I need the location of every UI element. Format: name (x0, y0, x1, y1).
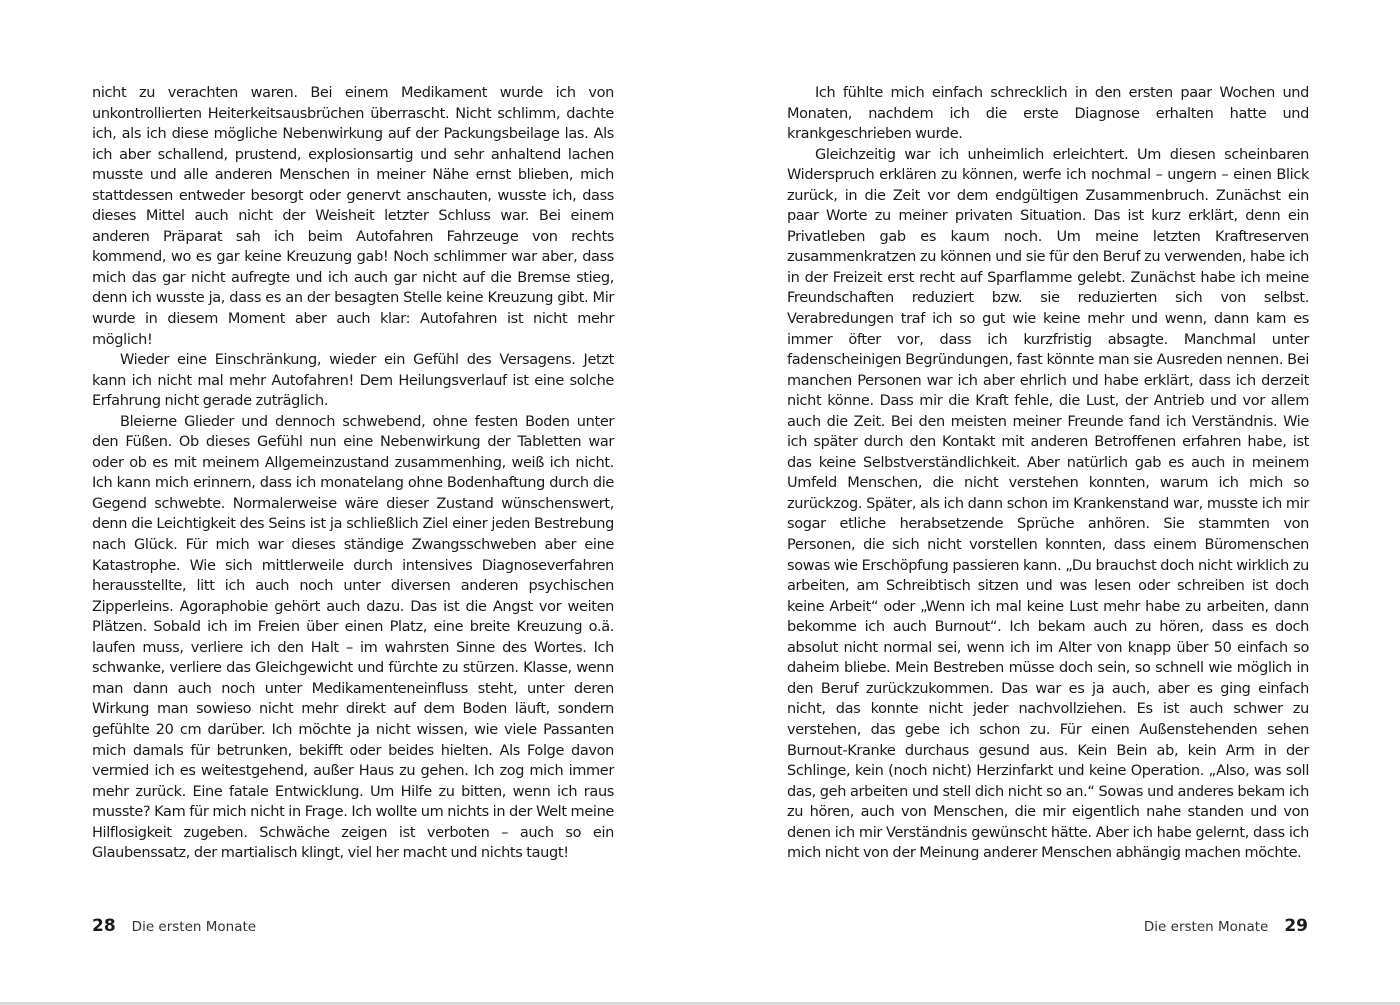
paragraph: nicht zu verachten waren. Bei einem Medikament wurde ich von unkontrollierten Heiterkeitsausbrüchen überrascht. Nicht schlimm, dachte ich, als ich diese mögliche Nebenwirkung auf der Packungsbeilage las. Als ich aber schallend, prustend, explosionsartig und sehr anhaltend lachen musste und alle anderen Menschen in meiner Nähe ernst blieben, mich stattdessen entweder besorgt oder genervt anschauten, wusste ich, dass dieses Mittel auch nicht der Weisheit letzter Schluss war. Bei einem anderen Präparat sah ich beim Autofahren Fahrzeuge von rechts kommend, wo es gar keine Kreuzung gab! Noch schlimmer war aber, dass mich das gar nicht aufregte und ich auch gar nicht auf die Bremse stieg, denn ich wusste ja, dass es an der besagten Stelle keine Kreuzung gibt. Mir wurde in diesem Moment aber auch klar: Autofahren ist nicht mehr möglich! (92, 85, 614, 348)
right-page (787, 83, 1309, 864)
left-page (92, 83, 614, 864)
running-head: Die ersten Monate (1143, 919, 1269, 935)
paragraph: Gleichzeitig war ich unheimlich erleichtert. Um diesen scheinbaren Widerspruch erklären zu können, werfe ich nochmal – ungern – einen Blick zurück, in die Zeit vor dem endgültigen Zusammenbruch. Zunächst ein paar Worte zu meiner privaten Situation. Das ist kurz erklärt, denn ein Privatleben gab es kaum noch. Um meine letzten Kraftreserven zusammenkratzen zu können und sie für den Beruf zu verwenden, habe ich in der Freizeit erst recht auf Sparflamme gelebt. Zunächst habe ich meine Freundschaften reduziert bzw. sie reduzierten sich von selbst. Verabredungen traf ich so gut wie keine mehr und wenn, dann kam es immer öfter vor, dass ich kurzfristig absagte. Manchmal unter fadenscheinigen Begründungen, fast könnte man sie Ausreden nennen. Bei manchen Personen war ich aber ehrlich und habe erklärt, dass ich derzeit nicht könne. Dass mir die Kraft fehle, die Lust, der Antrieb und vor allem auch die Zeit. Bei den meisten meiner Freunde fand ich Verständnis. Wie ich später durch den Kontakt mit anderen Betroffenen erfahren habe, ist das keine Selbstverständlichkeit. Aber natürlich gab es auch in meinem Umfeld Menschen, die nicht verstehen konnten, warum ich mich so zurückzog. Später, als ich dann schon im Krankenstand war, musste ich mir sogar etliche herabsetzende Sprüche anhören. Sie stammten von Personen, die sich nicht vorstellen konnten, dass einem Büromenschen sowas wie Erschöpfung passieren kann. „Du brauchst doch nicht wirklich zu arbeiten, am Schreibtisch sitzen und was lesen oder schreiben ist doch keine Arbeit“ oder „Wenn ich mal keine Lust mehr habe zu arbeiten, dann bekomme ich auch Burnout“. Ich bekam auch zu hören, dass es doch absolut nicht normal sei, wenn ich im Alter von knapp über 50 einfach so daheim bliebe. Mein Bestreben müsse doch sein, so schnell wie möglich in den Beruf zurückzukommen. Das war es ja auch, aber es ging einfach nicht, das konnte nicht jeder nachvollziehen. Es ist auch schwer zu verstehen, das gebe ich schon zu. Für einen Außenstehenden sehen Burnout-Kranke durchaus gesund aus. Kein Bein ab, kein Arm in der Schlinge, kein (noch nicht) Herzinfarkt und keine Operation. „Also, was soll das, geh arbeiten und stell dich nicht so an.“ Sowas und anderes bekam ich zu hören, auch von Menschen, die mir eigentlich nahe standen und von denen ich mir Verständnis gewünscht hätte. Aber ich habe gelernt, dass ich mich nicht von der Meinung anderer Menschen abhängig machen möchte. (787, 146, 1309, 862)
right-page-footer (1100, 916, 1308, 940)
right-page-body (787, 83, 1309, 864)
paragraph: Bleierne Glieder und dennoch schwebend, ohne festen Boden unter den Füßen. Ob dieses Gefühl nun eine Nebenwirkung der Tabletten war oder ob es mit meinem Allgemeinzustand zusammenhing, weiß ich nicht. Ich kann mich erinnern, dass ich monatelang ohne Bodenhaftung durch die Gegend schwebte. Normalerweise wäre dieser Zustand wünschenswert, denn die Leichtigkeit des Seins ist ja schließlich Ziel einer jeden Bestrebung nach Glück. Für mich war dieses ständige Zwangsschweben aber eine Katastrophe. Wie sich mittlerweile durch intensives Diagnoseverfahren herausstellte, litt ich auch noch unter diversen anderen psychischen Zipperleins. Agoraphobie gehört auch dazu. Das ist die Angst vor weiten Plätzen. Sobald ich im Freien über einen Platz, eine breite Kreuzung o.ä. laufen muss, verliere ich den Halt – im wahrsten Sinne des Wortes. Ich schwanke, verliere das Gleichgewicht und fürchte zu stürzen. Klasse, wenn man dann auch noch unter Medikamenteneinfluss steht, unter deren Wirkung man sowieso nicht mehr direkt auf dem Boden läuft, sondern gefühlte 20 cm darüber. Ich möchte ja nicht wissen, wie viele Passanten mich damals für betrunken, bekifft oder beides hielten. Als Folge davon vermied ich es weitestgehend, außer Haus zu gehen. Ich zog mich immer mehr zurück. Eine fatale Entwicklung. Um Hilfe zu bitten, wenn ich raus musste? Kam für mich nicht in Frage. Ich wollte um nichts in der Welt meine Hilflosigkeit zugeben. Schwäche zeigen ist verboten – auch so ein Glaubenssatz, der martialisch klingt, viel her macht und nichts taugt! (92, 413, 614, 862)
page-number: 29 (1284, 916, 1308, 936)
paragraph: Wieder eine Einschränkung, wieder ein Gefühl des Versagens. Jetzt kann ich nicht mal mehr Autofahren! Dem Heilungsverlauf ist eine solche Erfahrung nicht gerade zuträglich. (92, 352, 614, 410)
left-page-body (92, 83, 614, 864)
running-head: Die ersten Monate (131, 919, 257, 935)
page-number: 28 (92, 916, 116, 936)
left-page-footer (92, 916, 256, 940)
paragraph: Ich fühlte mich einfach schrecklich in den ersten paar Wochen und Monaten, nachdem ich die erste Diagnose erhalten hatte und krankgeschrieben wurde. (787, 85, 1309, 143)
